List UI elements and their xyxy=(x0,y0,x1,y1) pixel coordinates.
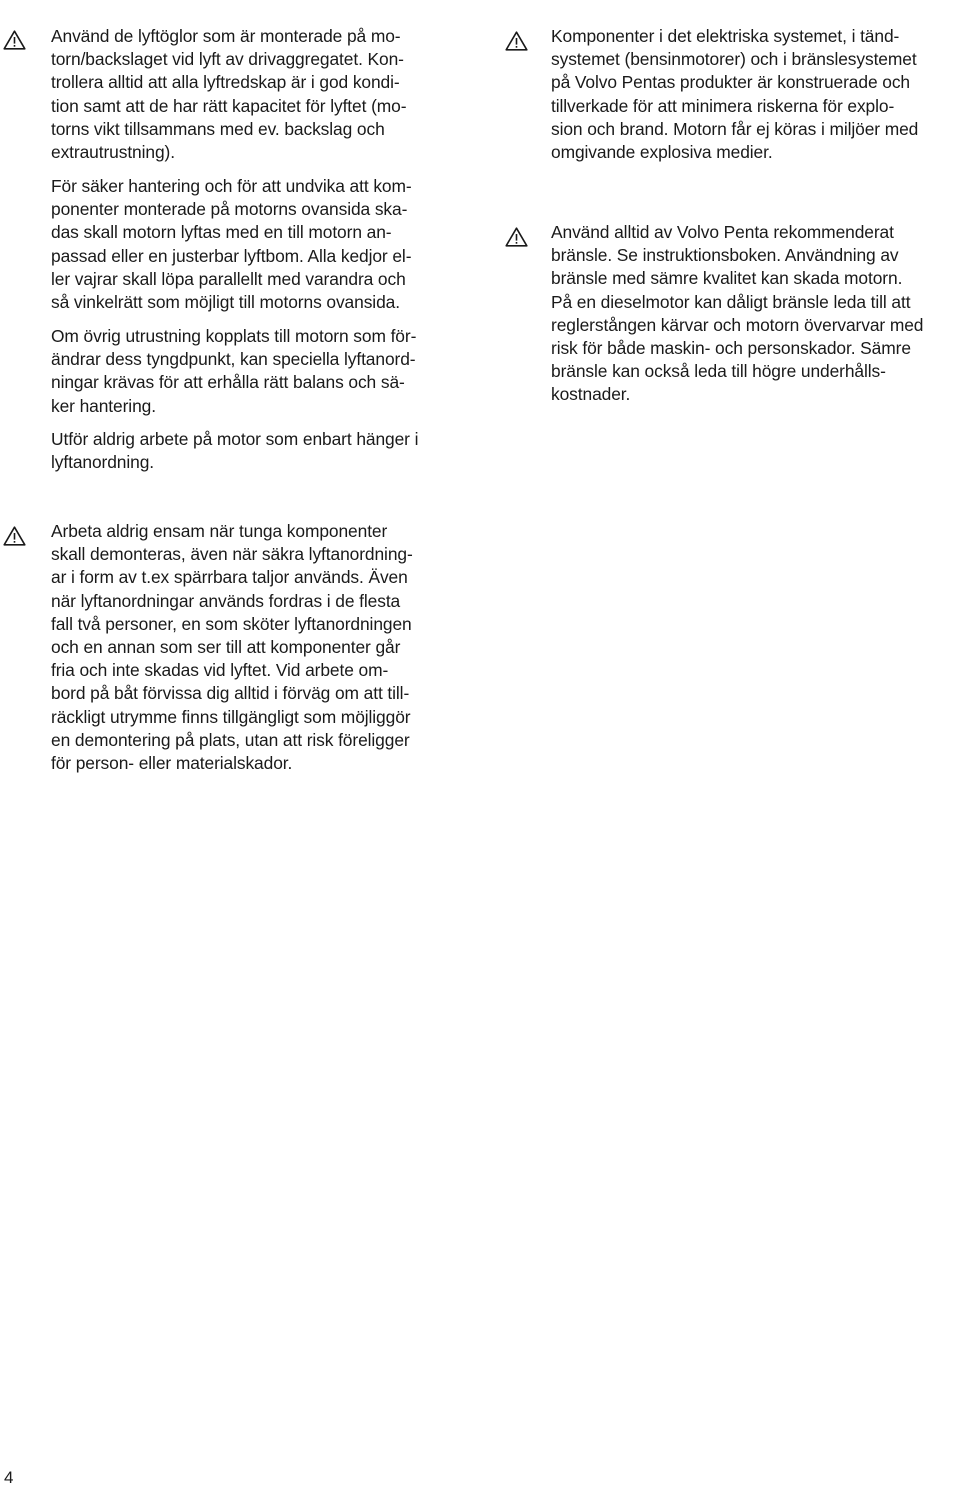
text-line: för person- eller materialskador. xyxy=(51,752,293,773)
text-line: Använd alltid av Volvo Penta rekommenderat xyxy=(551,222,894,242)
text-line: omgivande explosiva medier. xyxy=(551,141,773,162)
warning-lift-eyes xyxy=(51,25,406,164)
text-line: bränsle med sämre kvalitet kan skada motorn. xyxy=(551,268,903,289)
text-line: risk för både maskin- och personskador. Sämre xyxy=(551,337,911,358)
text-line: trollera alltid att alla lyftredskap är i god kondi- xyxy=(51,72,400,93)
warning-fuel xyxy=(551,221,923,407)
text-line: torns vikt tillsammans med ev. backslag och xyxy=(51,118,385,139)
text-line: systemet (bensinmotorer) och i bränslesystemet xyxy=(551,49,917,70)
text-line: bord på båt förvissa dig alltid i förväg om att till- xyxy=(51,683,410,704)
warning-work-alone xyxy=(51,520,413,775)
text-line: skall demonteras, även när säkra lyftanordning- xyxy=(51,544,413,565)
warning-electrical xyxy=(551,25,918,164)
text-line: och en annan som ser till att komponenter går xyxy=(51,636,401,657)
text-line: lyftanordning. xyxy=(51,452,155,473)
text-line: ar i form av t.ex spärrbara taljor används. Även xyxy=(51,567,408,588)
text-line: tion samt att de har rätt kapacitet för lyftet (mo- xyxy=(51,95,407,116)
text-line: fria och inte skadas vid lyftet. Vid arbete om- xyxy=(51,660,389,681)
text-line: Om övrig utrustning kopplats till motorn som för- xyxy=(51,326,417,346)
text-line: Använd de lyftöglor som är monterade på mo- xyxy=(51,26,401,46)
text-line: en demontering på plats, utan att risk föreligger xyxy=(51,729,410,750)
text-line: kostnader. xyxy=(551,384,631,405)
text-line: ker hantering. xyxy=(51,395,156,416)
text-line: Arbeta aldrig ensam när tunga komponenter xyxy=(51,521,388,541)
paragraph-never-hanging xyxy=(51,428,418,474)
text-line: torn/backslaget vid lyft av drivaggregatet. Kon- xyxy=(51,49,404,70)
text-line: das skall motorn lyftas med en till motorn an- xyxy=(51,222,392,243)
text-line: ler vajrar skall löpa parallellt med varandra och xyxy=(51,268,406,289)
paragraph-safe-handling xyxy=(51,175,412,314)
warning-triangle-icon xyxy=(505,31,528,51)
text-line: ningar krävas för att erhålla rätt balans och sä- xyxy=(51,372,405,393)
text-line: extrautrustning). xyxy=(51,141,175,162)
text-line: ändrar dess tyngdpunkt, kan speciella lyftanord- xyxy=(51,349,416,370)
paragraph-extra-equipment xyxy=(51,325,416,418)
page-number: 4 xyxy=(4,1468,14,1487)
text-line: på Volvo Pentas produkter är konstruerade och xyxy=(551,72,910,93)
text-line: passad eller en justerbar lyftbom. Alla kedjor el- xyxy=(51,245,412,266)
text-line: när lyftanordningar används fordras i de flesta xyxy=(51,590,401,611)
text-line: Komponenter i det elektriska systemet, i tänd- xyxy=(551,26,900,46)
text-line: Utför aldrig arbete på motor som enbart hänger i xyxy=(51,429,419,449)
text-line: tillverkade för att minimera riskerna för explo- xyxy=(551,95,895,116)
text-line: reglerstången kärvar och motorn övervarvar med xyxy=(551,314,924,335)
text-line: räckligt utrymme finns tillgängligt som möjliggör xyxy=(51,706,411,727)
text-line: ponenter monterade på motorns ovansida ska- xyxy=(51,199,408,220)
text-line: bränsle. Se instruktionsboken. Användning av xyxy=(551,245,899,266)
warning-triangle-icon xyxy=(3,30,26,50)
text-line: fall två personer, en som sköter lyftanordningen xyxy=(51,613,412,634)
text-line: På en dieselmotor kan dåligt bränsle leda till att xyxy=(551,291,911,312)
warning-triangle-icon xyxy=(3,526,26,546)
text-line: sion och brand. Motorn får ej köras i miljöer med xyxy=(551,118,919,139)
text-line: För säker hantering och för att undvika att kom- xyxy=(51,176,412,196)
text-line: bränsle kan också leda till högre underhålls- xyxy=(551,361,886,382)
warning-triangle-icon xyxy=(505,227,528,247)
text-line: så vinkelrätt som möjligt till motorns ovansida. xyxy=(51,291,400,312)
